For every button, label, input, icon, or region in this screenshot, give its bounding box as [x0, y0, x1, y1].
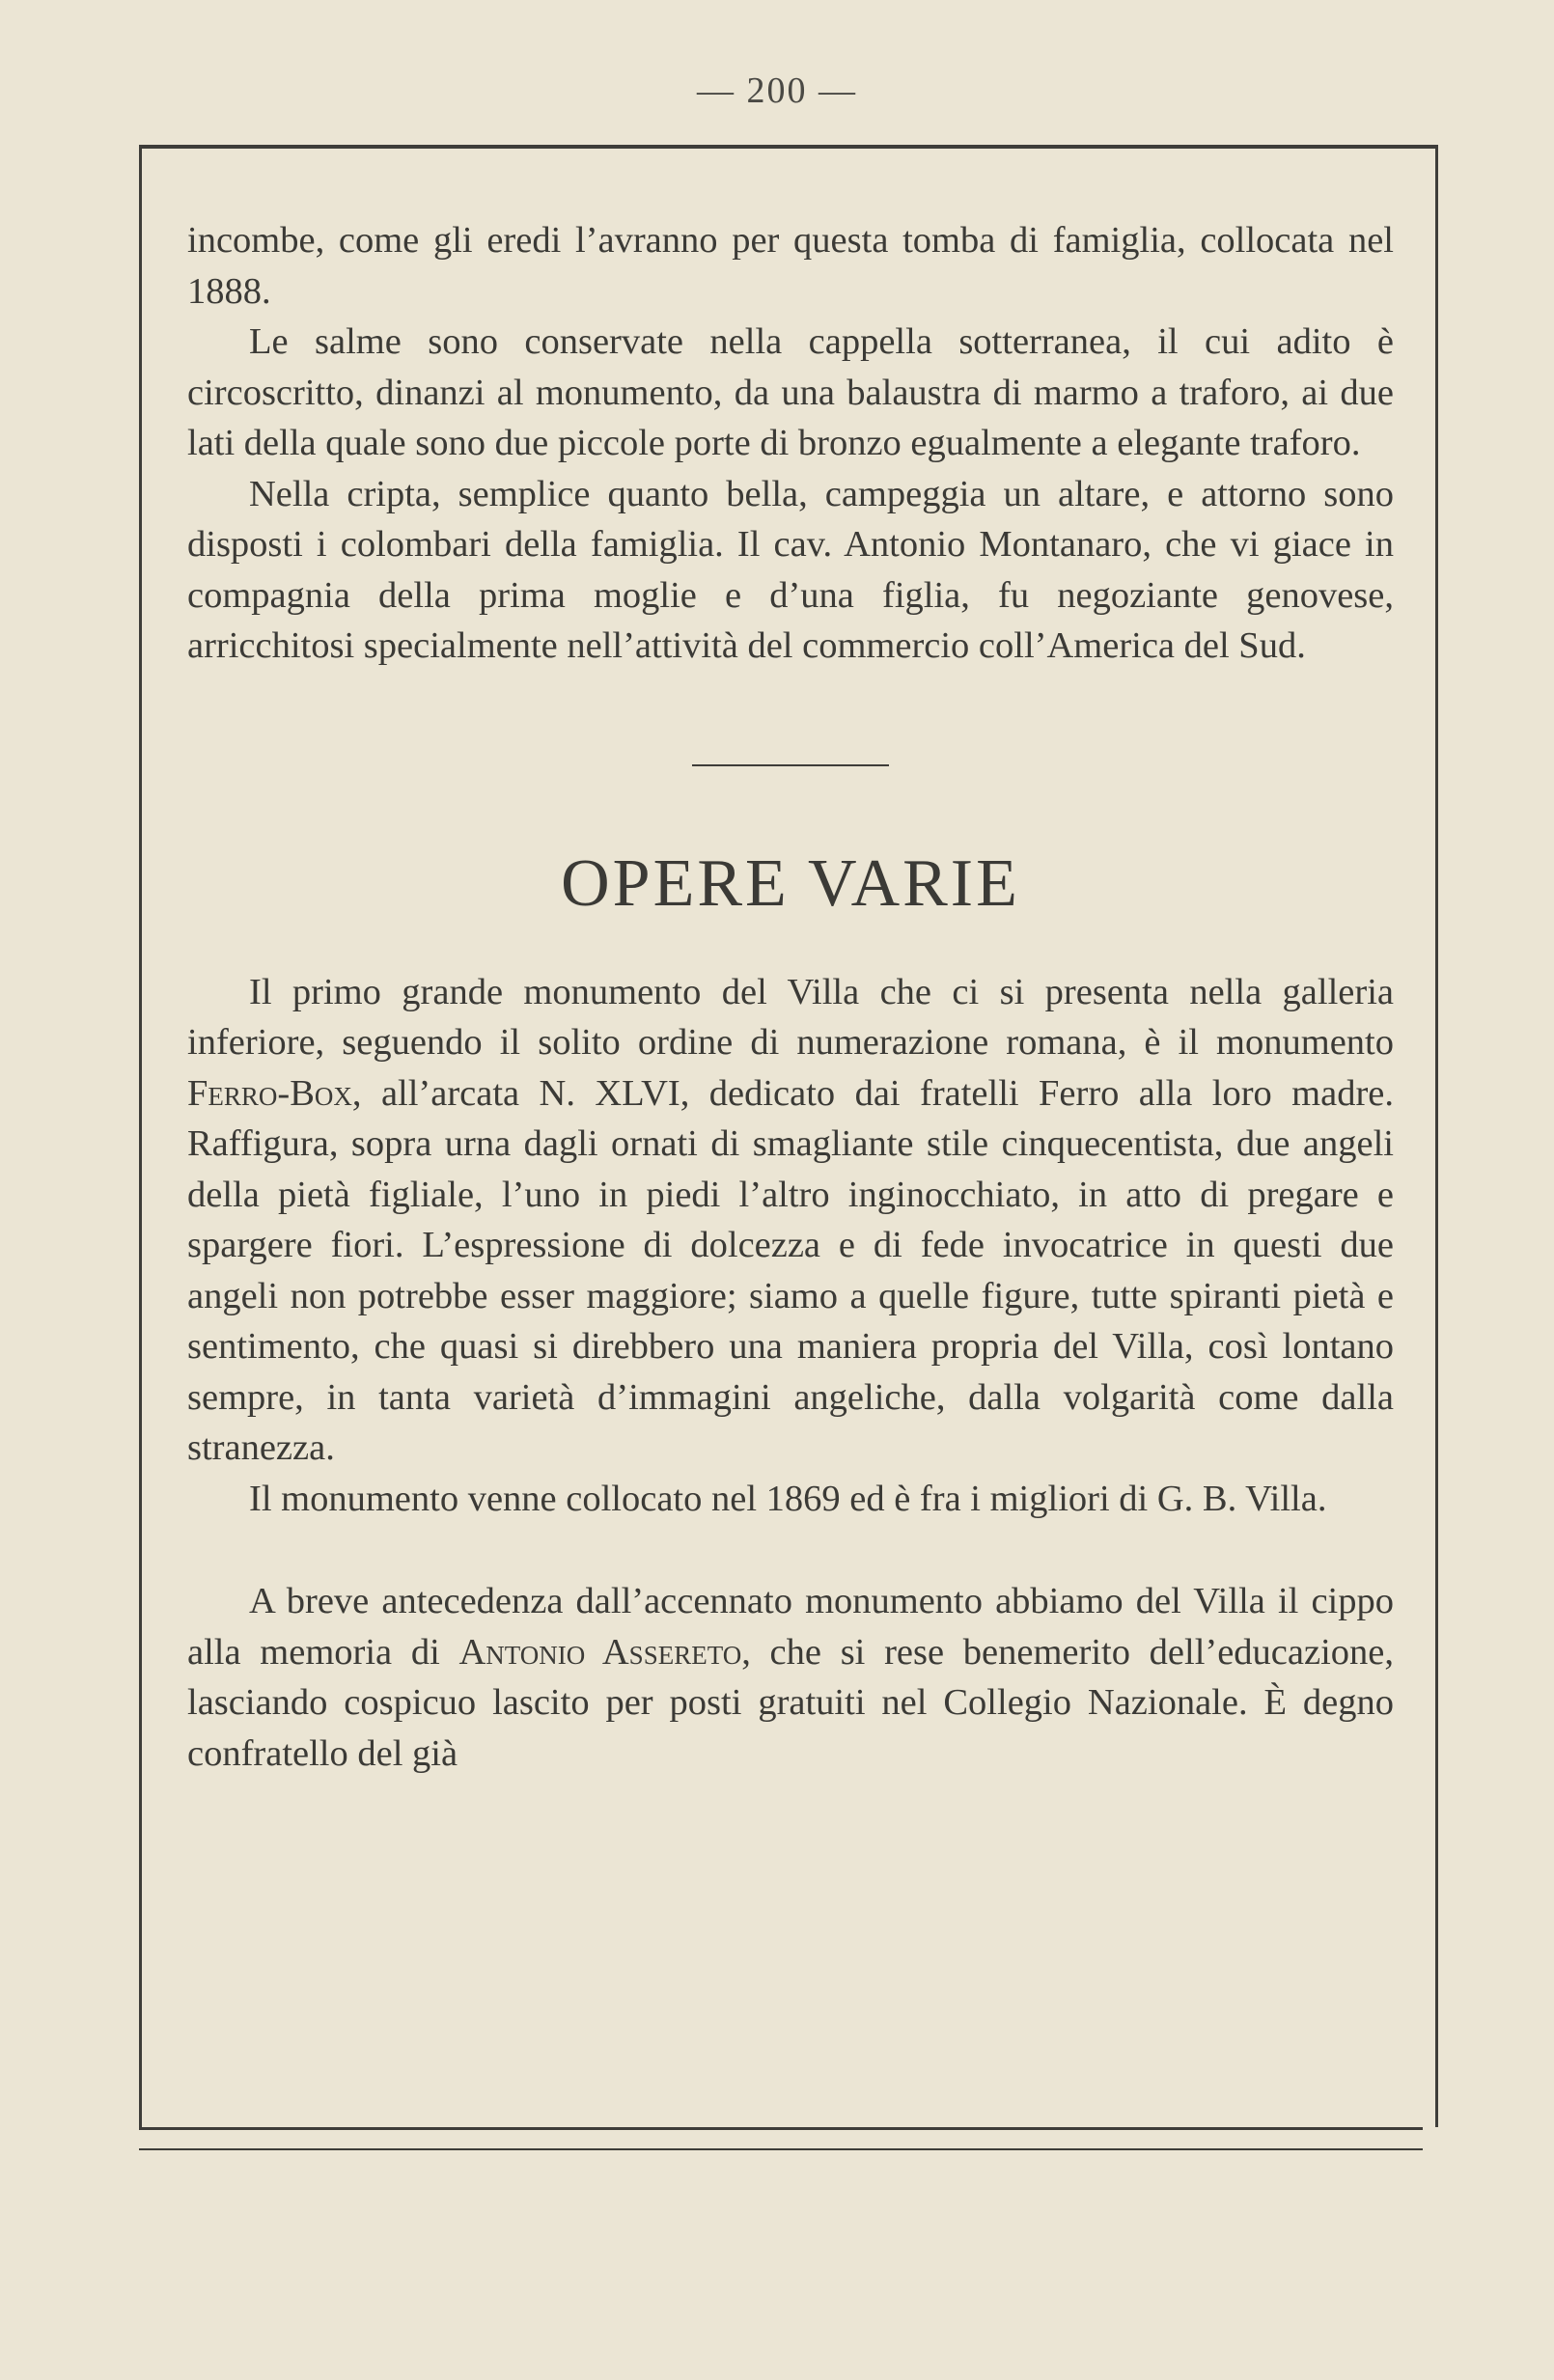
- frame-left-border: [139, 145, 142, 2127]
- person-name-assereto: Antonio Assereto: [458, 1631, 742, 1673]
- section-title: OPERE VARIE: [561, 845, 1020, 921]
- page-content: [187, 215, 1394, 1779]
- paragraph-ferro-box: [187, 967, 1394, 1474]
- section-divider-rule: [692, 764, 889, 766]
- text-fragment: , che si rese benemerito dell’educazione, lasciando cospicuo lascito per posti gratuiti nel Collegio Nazionale. È degno confratello del già: [187, 1631, 1394, 1774]
- text-fragment: A breve antecedenza dall’accennato monumento abbiamo del Villa il cippo alla memoria di: [187, 1581, 1394, 1673]
- paragraph-collocato: Il monumento venne collocato nel 1869 ed è fra i migliori di G. B. Villa.: [249, 1478, 1327, 1519]
- paragraph-continuation: incombe, come gli eredi l’avranno per questa tomba di famiglia, collocata nel 1888.: [187, 220, 1394, 312]
- text-fragment: , all’arcata N. XLVI, dedicato dai fratelli Ferro alla loro madre. Raffigura, sopra urna dagli ornati di smagliante stile cinquecentista, due angeli della pietà figliale, l’uno in piedi l’altro inginocchiato, in atto di pregare e spargere fiori. L’espressione di dolcezza e di fede invocatrice in questi due angeli non potrebbe esser maggiore; siamo a quelle figure, tutte spiranti pietà e sentimento, che quasi si direbbero una maniera propria del Villa, così lontano sempre, in tanta varietà d’immagini angeliche, dalla volgarità come dalla stranezza.: [187, 1072, 1394, 1468]
- paragraph-cripta: Nella cripta, semplice quanto bella, campeggia un altare, e attorno sono disposti i colombari della famiglia. Il cav. Antonio Montanaro, che vi giace in compagnia della prima moglie e d’una figlia, fu negoziante genovese, arricchitosi specialmente nell’attività del commercio coll’America del Sud.: [187, 473, 1394, 666]
- monument-name-ferro-box: Ferro-Box: [187, 1072, 352, 1114]
- paragraph-assereto: [187, 1576, 1394, 1779]
- paragraph-gap: [187, 1524, 1394, 1576]
- page-number: — 200 —: [697, 70, 857, 111]
- frame-right-border: [1435, 145, 1438, 2127]
- frame-bottom-border-inner: [139, 2148, 1423, 2150]
- text-fragment: Il primo grande monumento del Villa che ci si presenta nella galleria inferiore, seguendo il solito ordine di numerazione romana, è il monumento: [187, 971, 1394, 1063]
- paragraph-salme: Le salme sono conservate nella cappella sotterranea, il cui adito è circoscritto, dinanzi al monumento, da una balaustra di marmo a traforo, ai due lati della quale sono due piccole porte di bronzo egualmente a elegante traforo.: [187, 321, 1394, 463]
- frame-bottom-border: [139, 2127, 1423, 2130]
- frame-top-border: [139, 145, 1437, 149]
